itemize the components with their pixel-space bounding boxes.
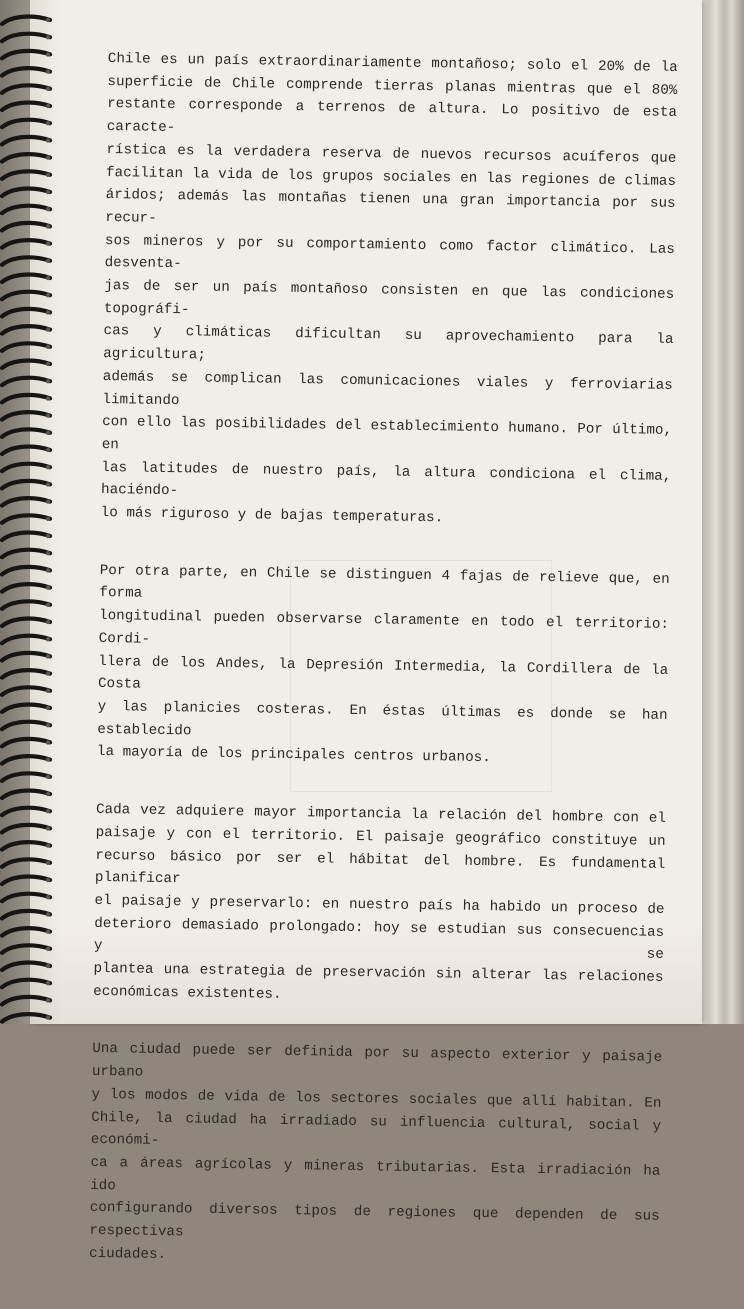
binding-coil (2, 653, 50, 660)
text-line: jas de ser un país montañoso consisten en que las condiciones topográfi- (103, 278, 675, 319)
binding-hole (46, 551, 50, 555)
binding-hole (46, 689, 50, 693)
binding-hole (46, 276, 50, 280)
binding-coil (2, 68, 50, 75)
binding-coil (2, 257, 50, 264)
binding-hole (46, 362, 50, 366)
binding-coil (2, 17, 50, 24)
binding-coil (2, 395, 50, 402)
binding-hole (46, 259, 50, 263)
binding-coil (2, 550, 50, 557)
binding-coil (2, 636, 50, 643)
binding-hole (46, 637, 50, 641)
binding-coil (2, 343, 50, 350)
paragraph-3 (93, 799, 666, 1012)
text-line: llera de los Andes, la Depresión Intermedia, la Cordillera de la Costa (97, 653, 669, 693)
binding-coil (2, 223, 50, 230)
binding-hole (46, 431, 50, 435)
text-line: la mayoría de los principales centros urbanos. (96, 744, 491, 767)
binding-coil (2, 877, 50, 884)
binding-hole (46, 878, 50, 882)
text-line: longitudinal pueden observarse claramente en todo el territorio: Cordi- (98, 608, 670, 648)
binding-coil (2, 791, 50, 798)
text-line: paisaje y con el territorio. El paisaje geográfico constituye un (95, 824, 666, 850)
binding-hole (46, 327, 50, 331)
text-line: el paisaje y preservarlo: en nuestro país ha habido un proceso de (94, 892, 665, 918)
text-line: ca a áreas agrícolas y mineras tributarias. Esta irradiación ha ido (90, 1154, 661, 1194)
binding-coil (2, 825, 50, 832)
binding-coil (2, 601, 50, 608)
binding-coil (2, 842, 50, 849)
spiral-binding (0, 0, 60, 1024)
binding-hole (46, 293, 50, 297)
binding-coil (2, 928, 50, 935)
binding-hole (46, 620, 50, 624)
text-line: lo más riguroso y de bajas temperaturas. (100, 505, 444, 527)
binding-hole (46, 964, 50, 968)
text-line: deterioro demasiado prolongado: hoy se estudian sus consecuencias y se (93, 915, 665, 964)
binding-coil (2, 1014, 50, 1021)
binding-hole (46, 534, 50, 538)
binding-coil (2, 533, 50, 540)
binding-hole (46, 190, 50, 194)
text-line: facilitan la vida de los grupos sociales en las regiones de climas (105, 164, 677, 190)
binding-coil (2, 859, 50, 866)
binding-hole (46, 310, 50, 314)
binding-hole (46, 18, 50, 22)
binding-hole (46, 912, 50, 916)
paragraph-2 (97, 560, 670, 773)
binding-hole (46, 224, 50, 228)
binding-hole (46, 207, 50, 211)
text-line: configurando diversos tipos de regiones que dependen de sus respectivas (89, 1200, 660, 1241)
binding-hole (46, 671, 50, 675)
binding-coil (2, 498, 50, 505)
binding-hole (46, 1015, 50, 1019)
binding-hole (46, 87, 50, 91)
text-line: con ello las posibilidades del establecimiento humano. Por último, en (101, 414, 673, 454)
binding-coil (2, 447, 50, 454)
binding-hole (46, 173, 50, 177)
binding-coil (2, 739, 50, 746)
binding-coil (2, 34, 50, 41)
binding-hole (46, 396, 50, 400)
binding-hole (46, 895, 50, 899)
binding-coil (2, 240, 50, 247)
binding-hole (46, 155, 50, 159)
text-line: sos mineros y por su comportamiento como factor climático. Las desventa- (104, 232, 676, 273)
binding-coil (2, 85, 50, 92)
binding-hole (46, 121, 50, 125)
binding-coil (2, 326, 50, 333)
binding-coil (2, 911, 50, 918)
text-line: plantea una estrategia de preservación sin alterar las relaciones (93, 960, 664, 986)
paragraph-4 (89, 1038, 662, 1274)
binding-coil (2, 154, 50, 161)
binding-hole (46, 775, 50, 779)
binding-hole (46, 826, 50, 830)
text-line: ciudades. (88, 1245, 167, 1263)
binding-coil (2, 980, 50, 987)
binding-hole (46, 52, 50, 56)
binding-hole (46, 585, 50, 589)
binding-hole (46, 482, 50, 486)
binding-hole (46, 929, 50, 933)
binding-hole (46, 517, 50, 521)
text-line: las latitudes de nuestro país, la altura condiciona el clima, haciéndo- (100, 459, 672, 500)
paragraph-1 (101, 48, 678, 534)
binding-hole (46, 35, 50, 39)
binding-hole (46, 998, 50, 1002)
binding-hole (46, 861, 50, 865)
text-line: Una ciudad puede ser definida por su aspecto exterior y paisaje urbano (91, 1041, 663, 1081)
binding-coil (2, 773, 50, 780)
binding-coil (2, 309, 50, 316)
text-line: Chile, la ciudad ha irradiado su influencia cultural, social y económi- (90, 1109, 662, 1150)
text-line: superficie de Chile comprende tierras planas mientras que el 80% (107, 73, 678, 99)
binding-coil (2, 378, 50, 385)
text-line: económicas existentes. (93, 983, 282, 1003)
text-line: rística es la verdadera reserva de nuevos recursos acuíferos que (106, 141, 677, 167)
binding-hole (46, 499, 50, 503)
binding-coil (2, 120, 50, 127)
binding-coil (2, 963, 50, 970)
binding-hole (46, 792, 50, 796)
binding-hole (46, 413, 50, 417)
binding-hole (46, 465, 50, 469)
binding-hole (46, 723, 50, 727)
text-line: y las planicies costeras. En éstas últimas es donde se han establecido (97, 698, 668, 740)
text-line: Chile es un país extraordinariamente montañoso; solo el 20% de la (107, 50, 678, 76)
binding-coil (2, 584, 50, 591)
binding-coil (2, 275, 50, 282)
binding-coil (2, 292, 50, 299)
text-line: áridos; además las montañas tienen una gran importancia por sus recur- (105, 187, 676, 227)
binding-hole (46, 568, 50, 572)
binding-coil (2, 171, 50, 178)
binding-coil (2, 137, 50, 144)
binding-hole (46, 757, 50, 761)
binding-coil (2, 103, 50, 110)
binding-coil (2, 481, 50, 488)
binding-coil (2, 51, 50, 58)
binding-coil (2, 206, 50, 213)
binding-hole (46, 740, 50, 744)
binding-hole (46, 448, 50, 452)
binding-coil (2, 670, 50, 677)
text-line: y los modos de vida de los sectores sociales que allí habitan. En (91, 1086, 662, 1112)
binding-coil (2, 361, 50, 368)
binding-hole (46, 981, 50, 985)
binding-coil (2, 412, 50, 419)
binding-hole (46, 241, 50, 245)
binding-coil (2, 189, 50, 196)
binding-coil (2, 997, 50, 1004)
binding-hole (46, 138, 50, 142)
binding-coil (2, 808, 50, 815)
binding-coil (2, 687, 50, 694)
binding-coil (2, 705, 50, 712)
binding-hole (46, 379, 50, 383)
document-body (88, 48, 678, 1309)
text-line: cas y climáticas dificultan su aprovechamiento para la agricultura; (103, 323, 674, 364)
binding-coil (2, 567, 50, 574)
binding-coil (2, 429, 50, 436)
text-line: Por otra parte, en Chile se distinguen 4 fajas de relieve que, en forma (99, 562, 670, 603)
binding-hole (46, 706, 50, 710)
binding-coil (2, 756, 50, 763)
binding-hole (46, 104, 50, 108)
binding-hole (46, 809, 50, 813)
binding-coil (2, 515, 50, 522)
binding-hole (46, 345, 50, 349)
binding-coil (2, 894, 50, 901)
binding-coil (2, 464, 50, 471)
binding-coil (2, 619, 50, 626)
binding-hole (46, 843, 50, 847)
binding-coil (2, 722, 50, 729)
text-line: restante corresponde a terrenos de altura. Lo positivo de esta caracte- (106, 96, 678, 137)
text-line: además se complican las comunicaciones viales y ferroviarias limitando (102, 368, 673, 409)
text-line: recurso básico por ser el hábitat del hombre. Es fundamental planificar (94, 847, 666, 888)
binding-hole (46, 947, 50, 951)
binding-hole (46, 603, 50, 607)
binding-hole (46, 69, 50, 73)
binding-hole (46, 654, 50, 658)
binding-coil (2, 945, 50, 952)
text-line: Cada vez adquiere mayor importancia la relación del hombre con el (95, 802, 667, 827)
